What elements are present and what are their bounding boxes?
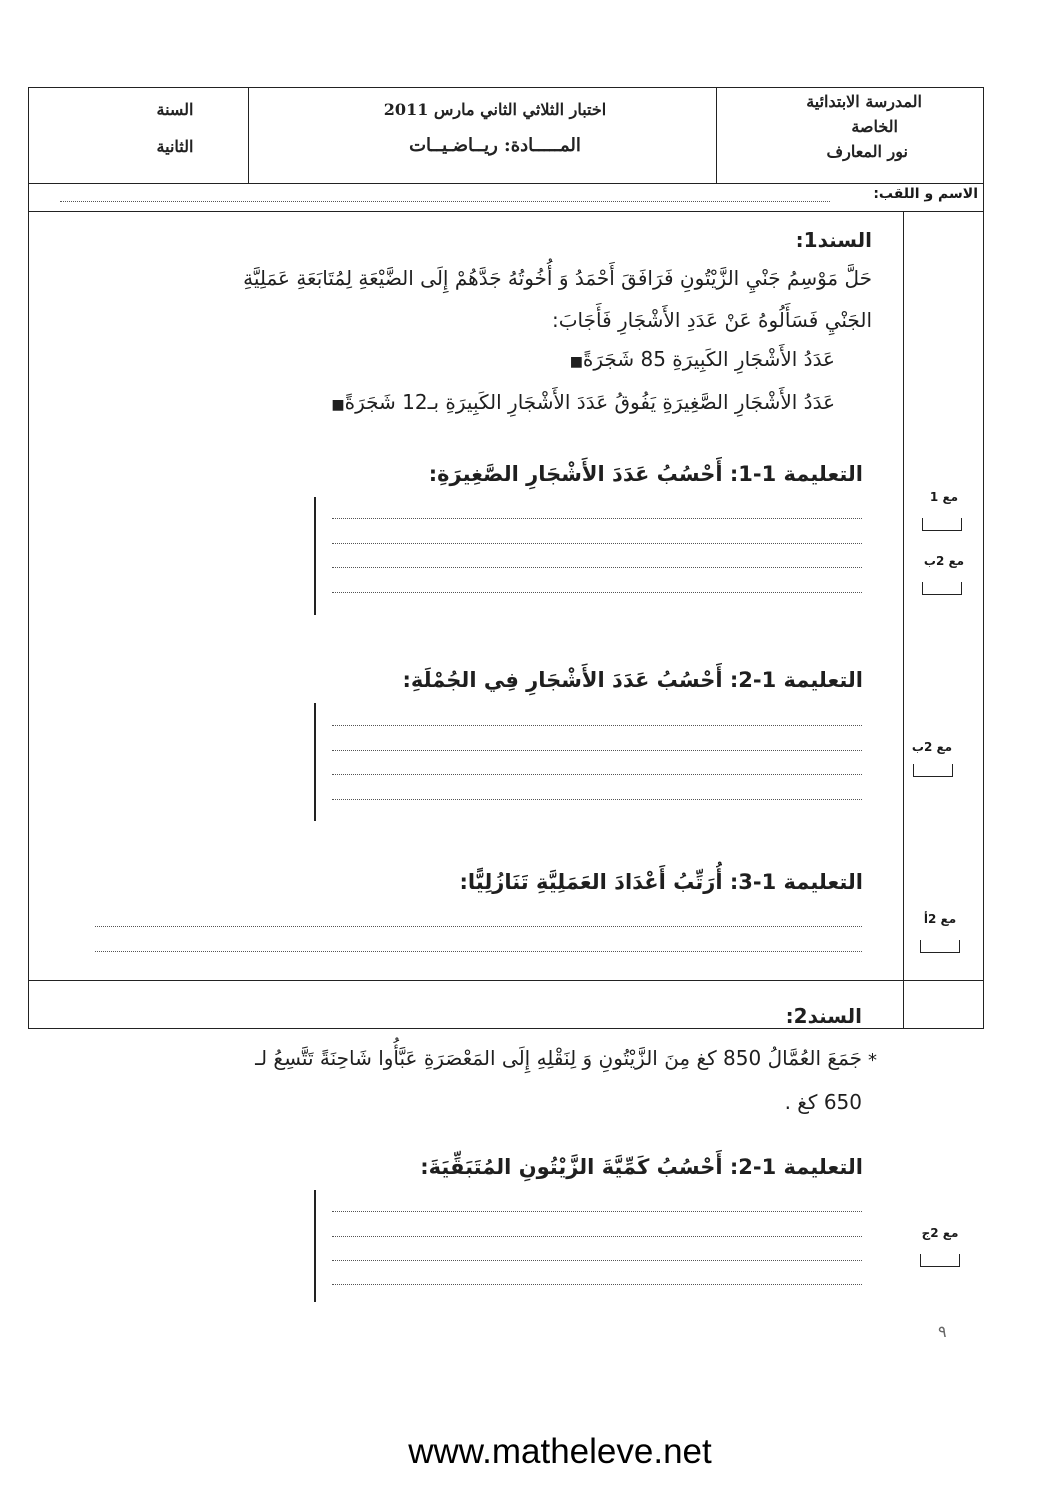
answer-line[interactable]: [332, 592, 862, 593]
answer-line[interactable]: [332, 1236, 862, 1237]
page-mark: ٩: [938, 1322, 947, 1341]
answer-line[interactable]: [332, 725, 862, 726]
answer-line[interactable]: [332, 799, 862, 800]
exam-title: اختبار الثلاثي الثاني مارس 2011: [383, 100, 607, 119]
year-line1: السنة: [156, 100, 194, 119]
score-label-4: مع 2أ: [923, 912, 957, 926]
answer-line[interactable]: [332, 518, 862, 519]
year-line2: الثانية: [156, 137, 194, 156]
section1-bullet-2: [150, 390, 835, 414]
answer-line[interactable]: [332, 1284, 862, 1285]
section2-title: السند2:: [785, 1004, 862, 1028]
subject-label: المـــــادة: ريــاضـيــات: [409, 135, 581, 156]
score-column-divider: [903, 211, 904, 1028]
section-divider: [28, 980, 984, 981]
score-label-1: مع 1: [929, 490, 959, 504]
bullet-square-icon: ■: [331, 397, 345, 413]
exam-block: [300, 100, 690, 156]
star-icon: *: [868, 1050, 877, 1071]
answer-line[interactable]: [332, 1260, 862, 1261]
score-label-3: مع 2ب: [911, 740, 953, 754]
header-divider: [28, 183, 984, 184]
school-line1: المدرسة الابتدائية: [806, 92, 922, 111]
section1-intro-line1: حَلَّ مَوْسِمُ جَنْيِ الزَّيْتُونِ فَرَافَقَ أَحْمَدُ وَ أُخُوتُهُ جَدَّهُمْ إِلَى الضَّيْعَةِ لِمُتَابَعَةِ عَمَلِيَّةِ: [243, 266, 872, 290]
task-2-1: التعليمة 1-2: أَحْسُبُ كَمِّيَّةَ الزَّيْتُونِ المُتَبَقِّيَةَ:: [420, 1155, 863, 1179]
answer-bar-1-2: [314, 703, 316, 821]
name-divider: [28, 211, 984, 212]
section1-bullet-1: [200, 347, 835, 371]
answer-line[interactable]: [332, 750, 862, 751]
answer-bar-2-1: [314, 1190, 316, 1302]
answer-line[interactable]: [332, 567, 862, 568]
score-box-5[interactable]: [920, 1254, 960, 1267]
score-box-2[interactable]: [922, 582, 962, 595]
footer-url[interactable]: www.matheleve.net: [408, 1432, 712, 1471]
task-1-1: التعليمة 1-1: أَحْسُبُ عَدَدَ الأَشْجَارِ الصَّغِيرَةِ:: [428, 462, 863, 486]
name-field-line[interactable]: [60, 201, 830, 202]
task-1-2: التعليمة 1-2: أَحْسُبُ عَدَدَ الأَشْجَارِ فِي الجُمْلَةِ:: [402, 668, 863, 692]
answer-line[interactable]: [95, 926, 862, 927]
header-col-divider-right: [716, 87, 717, 183]
score-box-1[interactable]: [922, 518, 962, 531]
section1-title: السند1:: [795, 228, 872, 252]
answer-line[interactable]: [332, 774, 862, 775]
answer-line[interactable]: [95, 951, 862, 952]
answer-bar-1-1: [314, 497, 316, 615]
section1-intro-line2: الجَنْيِ فَسَأَلُوهُ عَنْ عَدَدِ الأَشْجَارِ فَأَجَابَ:: [551, 308, 872, 332]
bullet-1-text: عَدَدُ الأَشْجَارِ الكَبِيرَةِ 85 شَجَرَةً: [582, 347, 835, 371]
school-line2: الخاصة: [851, 117, 898, 136]
year-block: [120, 100, 230, 156]
school-line3: نور المعارف: [826, 142, 908, 161]
bullet-2-text: عَدَدُ الأَشْجَارِ الصَّغِيرَةِ يَفُوقُ عَدَدَ الأَشْجَارِ الكَبِيرَةِ بـ12 شَجَرَةً: [344, 390, 835, 414]
score-label-5: مع 2ج: [921, 1226, 959, 1240]
score-label-2: مع 2ب: [923, 554, 965, 568]
answer-line[interactable]: [332, 543, 862, 544]
answer-line[interactable]: [332, 1211, 862, 1212]
section2-intro-line1: جَمَعَ العُمَّالُ 850 كغ مِنَ الزَّيْتُونِ وَ لِنَقْلِهِ إِلَى المَعْصَرَةِ عَبَّأُوا شَاحِنَةً تَتَّسِعُ لـ: [255, 1046, 862, 1070]
bullet-square-icon: ■: [569, 354, 583, 370]
section2-intro-line2: 650 كغ .: [784, 1090, 862, 1114]
name-label: الاسم و اللقب:: [873, 186, 978, 202]
header-col-divider-left: [248, 87, 249, 183]
score-box-4[interactable]: [920, 940, 960, 953]
school-block: [760, 92, 922, 161]
task-1-3: التعليمة 1-3: أُرَتِّبُ أَعْدَادَ العَمَلِيَّةِ تَنَازُلِيًّا:: [459, 870, 863, 894]
score-box-3[interactable]: [913, 764, 953, 777]
